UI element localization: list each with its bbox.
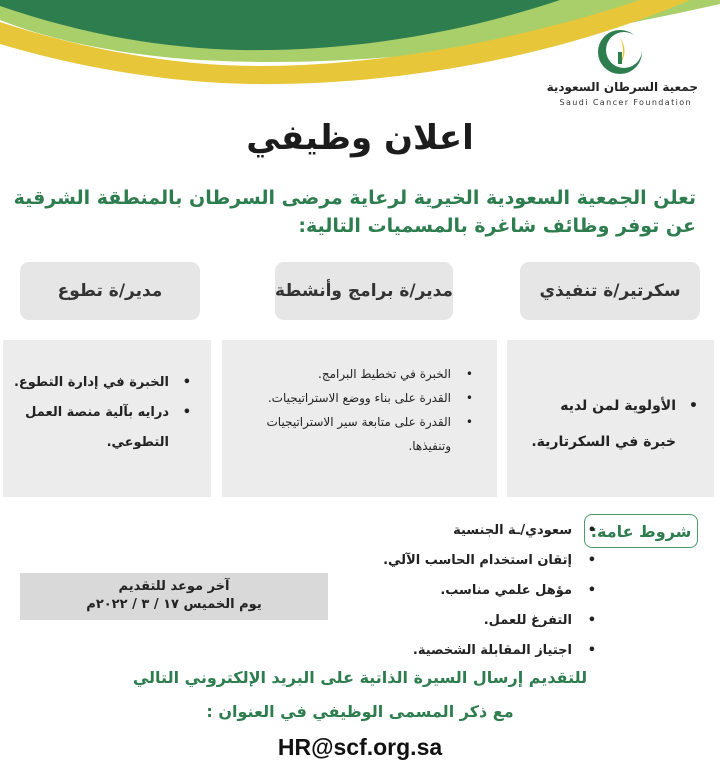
general-conditions-list [312,516,572,666]
condition-item: • مؤهل علمي مناسب. [312,576,572,606]
intro-line-1: تعلن الجمعية السعودية الخيرية لرعاية مرضى السرطان بالمنطقة الشرقية [13,187,696,209]
condition-item: • اجتياز المقابلة الشخصية. [312,636,572,666]
requirement-item: • الخبرة في إدارة التطوع. [9,368,169,398]
position-title-secretary: سكرتير/ة تنفيذي [520,262,700,320]
deadline-box [20,573,328,620]
logo [548,28,698,110]
apply-instructions-line-2: مع ذكر المسمى الوظيفي في العنوان : [206,702,514,721]
page-title: اعلان وظيفي [246,118,474,158]
requirement-item: • درايه بآلية منصة العمل التطوعي. [9,398,169,458]
position-title-volunteer-manager: مدير/ة تطوع [20,262,200,320]
position-title-programs-manager: مدير/ة برامج وأنشطة [275,262,453,320]
requirement-item: • الأولوية لمن لديه خبرة في السكرتارية. [526,388,676,460]
condition-item: • سعودي/ـة الجنسية [312,516,572,546]
logo-crescent-icon [596,28,644,76]
condition-item: • إتقان استخدام الحاسب الآلي. [312,546,572,576]
requirement-item: • الخبرة في تخطيط البرامج. [241,362,451,386]
logo-name-en: Saudi Cancer Foundation [559,98,692,107]
requirements-programs-manager [222,340,497,497]
deadline-label: آخر موعد للتقديم [118,579,230,594]
requirements-secretary [507,340,714,497]
condition-item: • التفرغ للعمل. [312,606,572,636]
requirements-volunteer-manager [3,340,211,497]
general-conditions-label: شروط عامة: [584,514,698,548]
requirement-item: • القدرة على بناء ووضع الاستراتيجيات. [241,386,451,410]
deadline-date: يوم الخميس ١٧ / ٣ / ٢٠٢٢م [86,597,262,612]
logo-name-ar: جمعية السرطان السعودية [546,80,698,94]
intro-line-2: عن توفر وظائف شاغرة بالمسميات التالية: [298,215,696,237]
intro-text [13,184,696,240]
apply-instructions-line-1: للتقديم إرسال السيرة الذاتية على البريد الإلكتروني التالي [132,668,588,687]
contact-email: HR@scf.org.sa [277,734,443,760]
requirement-item: • القدرة على متابعة سير الاستراتيجيات وتنفيذها. [241,410,451,458]
